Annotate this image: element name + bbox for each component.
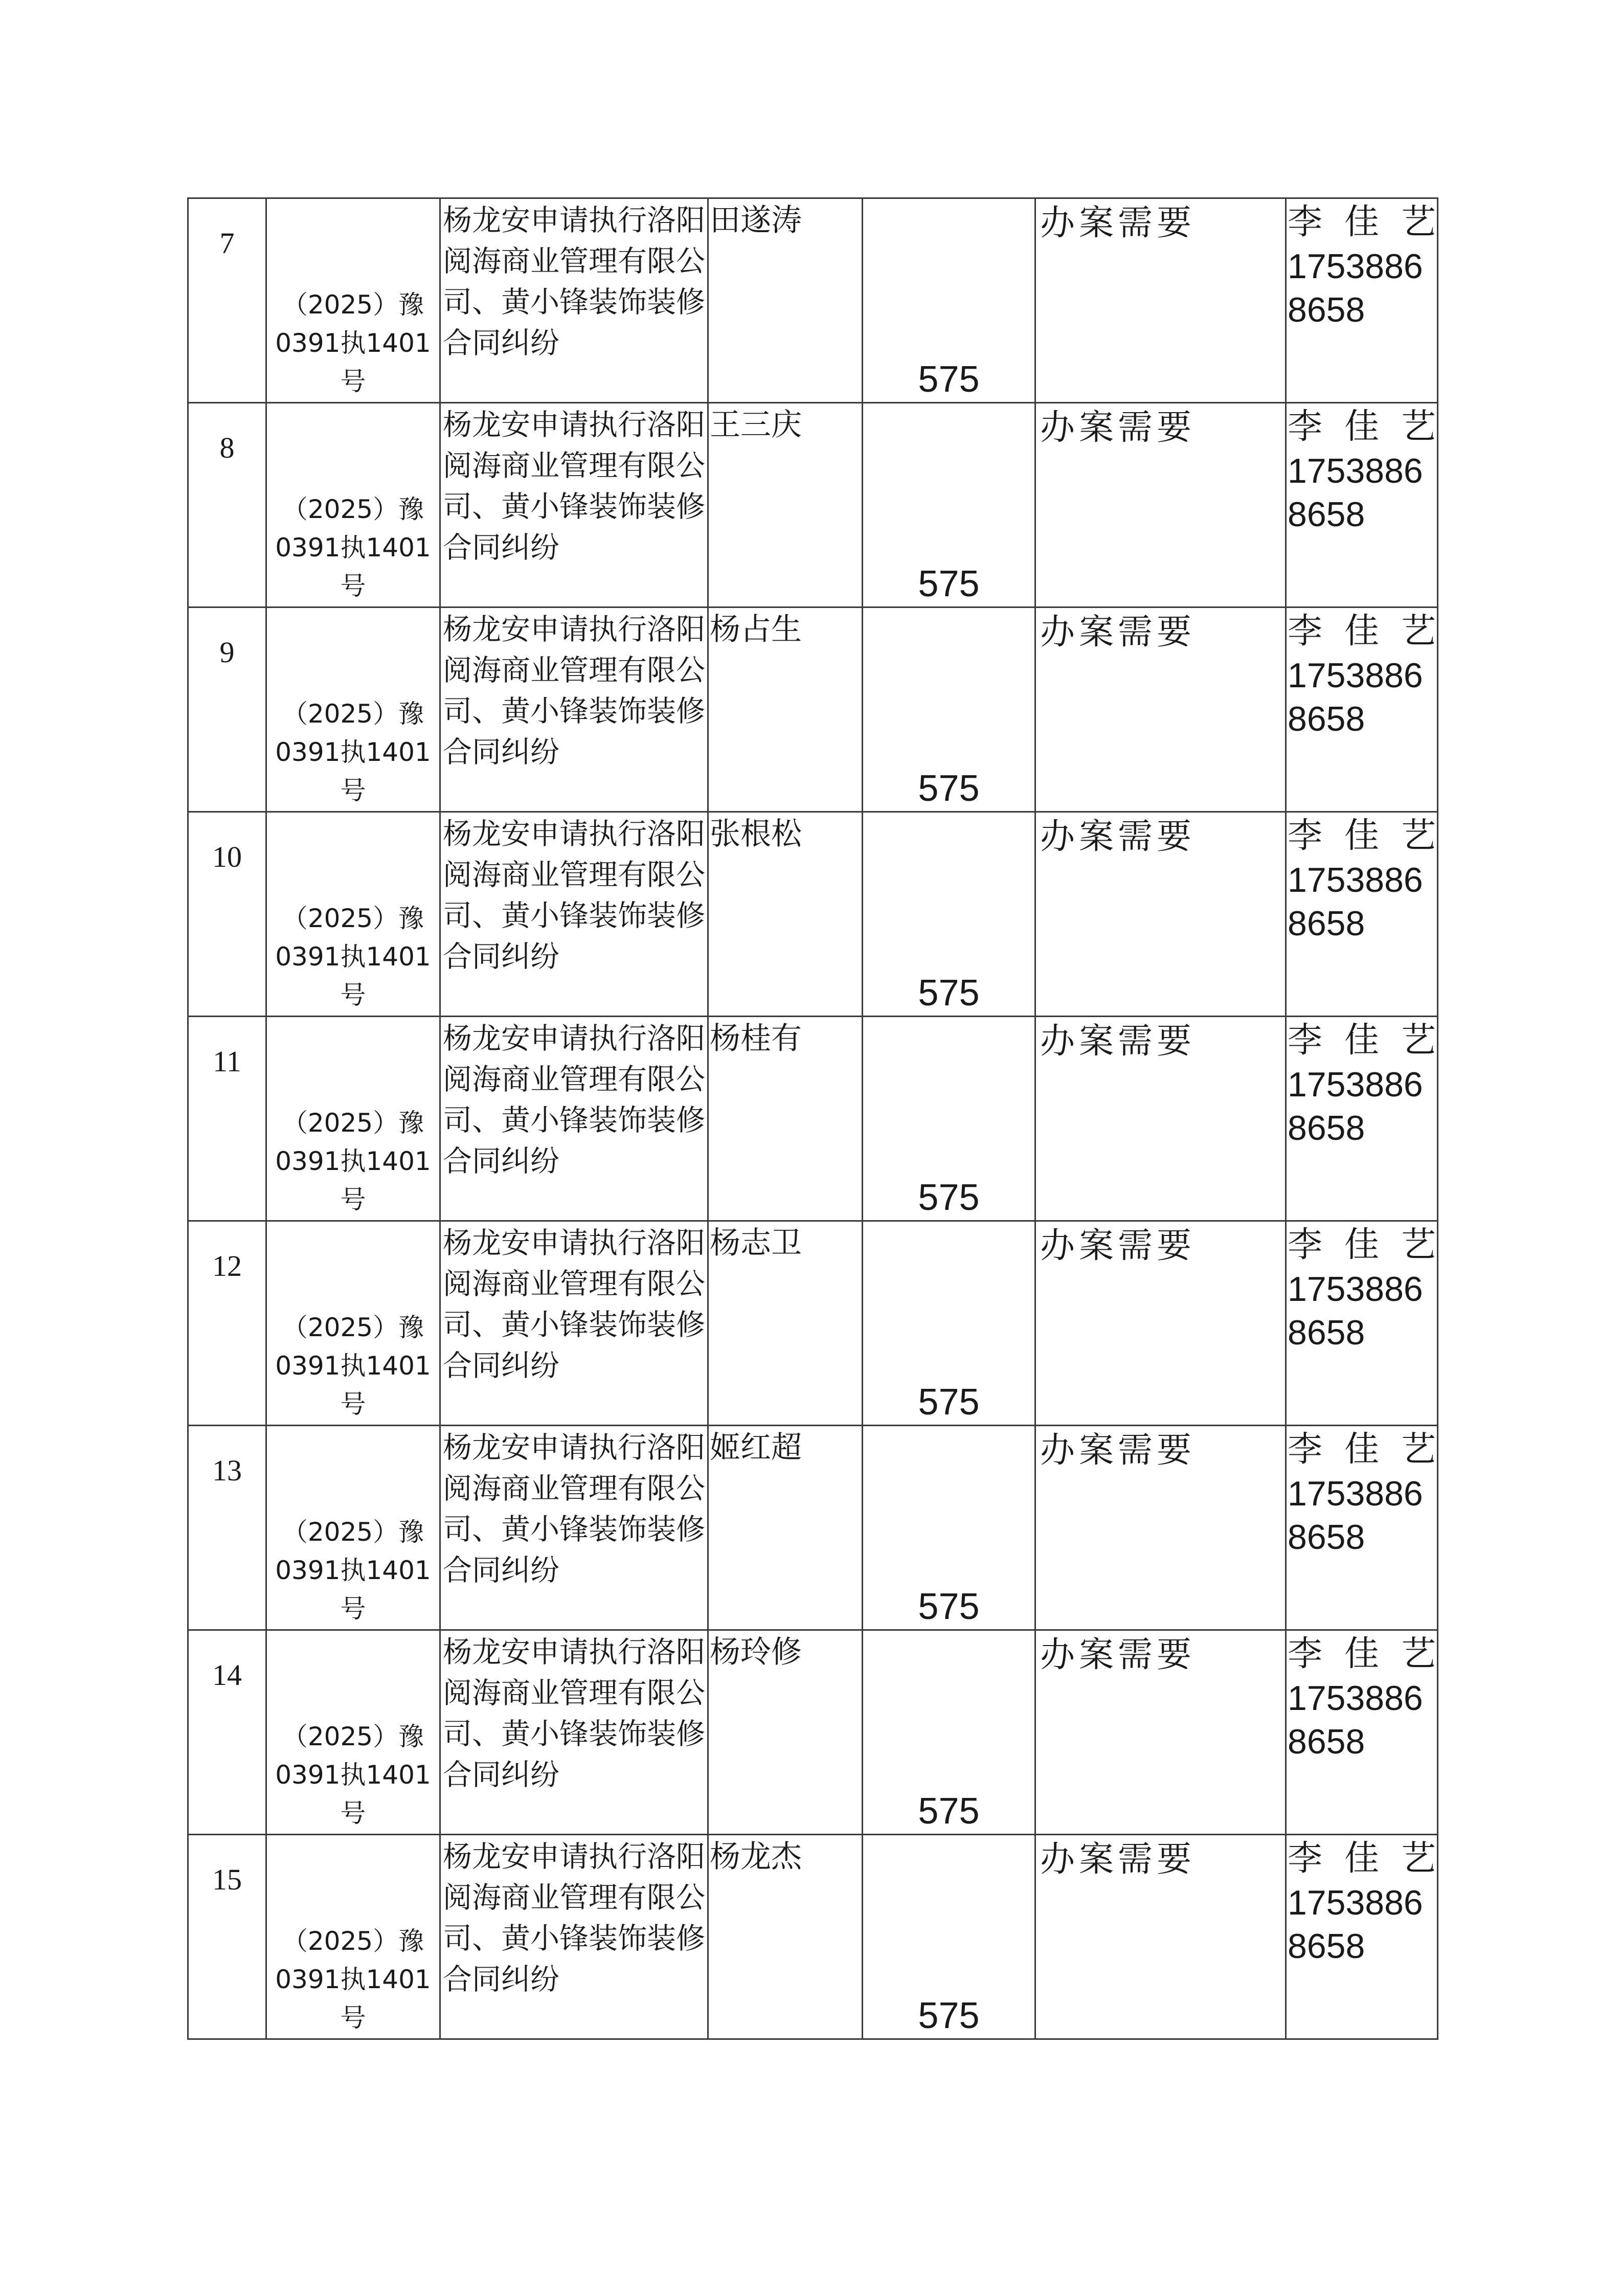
person-name: 杨志卫	[710, 1225, 802, 1261]
person-name: 杨龙杰	[710, 1839, 802, 1875]
amount: 575	[918, 1995, 980, 2036]
table-row	[188, 1835, 1438, 2039]
case-number: （2025）豫0391执1401号	[275, 1926, 431, 2033]
contact-name: 李 佳 艺	[1288, 1838, 1436, 1879]
contact-phone: 17538868658	[1288, 247, 1423, 329]
reason-cell	[1035, 1835, 1286, 2039]
person-name: 张根松	[710, 816, 802, 852]
case-number-cell	[266, 812, 440, 1017]
contact-phone: 17538868658	[1288, 1474, 1423, 1557]
contact-phone: 17538868658	[1288, 1883, 1423, 1966]
person-name-cell	[708, 1835, 863, 2039]
case-description-cell	[440, 607, 708, 812]
case-description-cell	[440, 1630, 708, 1835]
case-description-cell	[440, 403, 708, 607]
amount-cell	[863, 1017, 1035, 1221]
amount: 575	[918, 1177, 980, 1218]
row-number-cell	[188, 198, 266, 403]
person-name-cell	[708, 403, 863, 607]
row-number-cell	[188, 1630, 266, 1835]
case-description: 杨龙安申请执行洛阳阅海商业管理有限公司、黄小锋装饰装修合同纠纷	[443, 204, 705, 360]
amount: 575	[918, 359, 980, 400]
case-description-cell	[440, 1017, 708, 1221]
contact-name: 李 佳 艺	[1288, 202, 1436, 242]
contact-phone: 17538868658	[1288, 1679, 1423, 1761]
row-number-cell	[188, 812, 266, 1017]
reason: 办案需要	[1040, 1430, 1196, 1471]
case-number-cell	[266, 1630, 440, 1835]
contact-cell	[1286, 1017, 1438, 1221]
case-number: （2025）豫0391执1401号	[275, 1313, 431, 1419]
case-number-cell	[266, 1835, 440, 2039]
contact-name: 李 佳 艺	[1288, 407, 1436, 447]
row-number: 13	[212, 1454, 242, 1487]
contact-phone: 17538868658	[1288, 1270, 1423, 1352]
table-row	[188, 198, 1438, 403]
table-row	[188, 1426, 1438, 1630]
person-name-cell	[708, 812, 863, 1017]
table-row	[188, 812, 1438, 1017]
contact-cell	[1286, 1835, 1438, 2039]
case-number-cell	[266, 198, 440, 403]
contact-phone: 17538868658	[1288, 452, 1423, 534]
contact-phone: 17538868658	[1288, 861, 1423, 943]
person-name-cell	[708, 607, 863, 812]
row-number: 12	[212, 1249, 242, 1282]
amount-cell	[863, 403, 1035, 607]
reason-cell	[1035, 607, 1286, 812]
case-number: （2025）豫0391执1401号	[275, 494, 431, 601]
amount: 575	[918, 1586, 980, 1627]
contact-phone: 17538868658	[1288, 1065, 1423, 1147]
person-name: 杨玲修	[710, 1634, 802, 1670]
person-name-cell	[708, 198, 863, 403]
case-number: （2025）豫0391执1401号	[275, 904, 431, 1010]
row-number-cell	[188, 1426, 266, 1630]
row-number: 7	[219, 227, 235, 260]
row-number: 11	[213, 1045, 241, 1078]
contact-cell	[1286, 403, 1438, 607]
reason: 办案需要	[1040, 817, 1196, 857]
row-number: 15	[212, 1863, 242, 1896]
reason-cell	[1035, 403, 1286, 607]
contact-name: 李 佳 艺	[1288, 1429, 1436, 1470]
amount-cell	[863, 812, 1035, 1017]
person-name: 杨占生	[710, 612, 802, 647]
reason: 办案需要	[1040, 1021, 1196, 1062]
contact-cell	[1286, 198, 1438, 403]
contact-cell	[1286, 607, 1438, 812]
amount-cell	[863, 1835, 1035, 2039]
reason-cell	[1035, 1426, 1286, 1630]
amount: 575	[918, 1382, 980, 1423]
amount: 575	[918, 973, 980, 1014]
row-number-cell	[188, 1017, 266, 1221]
reason: 办案需要	[1040, 1839, 1196, 1880]
table-row	[188, 1630, 1438, 1835]
case-description-cell	[440, 812, 708, 1017]
contact-cell	[1286, 1221, 1438, 1426]
row-number: 8	[219, 431, 235, 464]
case-number: （2025）豫0391执1401号	[275, 290, 431, 396]
case-number: （2025）豫0391执1401号	[275, 1722, 431, 1828]
person-name: 田遂涛	[710, 202, 802, 238]
amount-cell	[863, 607, 1035, 812]
reason-cell	[1035, 1630, 1286, 1835]
case-number-cell	[266, 1221, 440, 1426]
reason: 办案需要	[1040, 1226, 1196, 1266]
case-description-cell	[440, 198, 708, 403]
case-description: 杨龙安申请执行洛阳阅海商业管理有限公司、黄小锋装饰装修合同纠纷	[443, 1431, 705, 1587]
person-name: 姬红超	[710, 1430, 802, 1466]
reason: 办案需要	[1040, 612, 1196, 652]
reason-cell	[1035, 1017, 1286, 1221]
case-number: （2025）豫0391执1401号	[275, 1517, 431, 1624]
row-number: 9	[219, 636, 235, 669]
case-description: 杨龙安申请执行洛阳阅海商业管理有限公司、黄小锋装饰装修合同纠纷	[443, 613, 705, 769]
table-row	[188, 607, 1438, 812]
amount: 575	[918, 564, 980, 604]
reason: 办案需要	[1040, 203, 1196, 243]
amount-cell	[863, 1221, 1035, 1426]
amount-cell	[863, 1630, 1035, 1835]
person-name-cell	[708, 1221, 863, 1426]
amount: 575	[918, 1791, 980, 1832]
case-number: （2025）豫0391执1401号	[275, 1108, 431, 1214]
reason: 办案需要	[1040, 408, 1196, 448]
contact-name: 李 佳 艺	[1288, 1020, 1436, 1061]
case-description-cell	[440, 1426, 708, 1630]
contact-cell	[1286, 1630, 1438, 1835]
amount-cell	[863, 1426, 1035, 1630]
case-description: 杨龙安申请执行洛阳阅海商业管理有限公司、黄小锋装饰装修合同纠纷	[443, 1635, 705, 1792]
table-row	[188, 1221, 1438, 1426]
case-number-cell	[266, 1426, 440, 1630]
reason-cell	[1035, 812, 1286, 1017]
case-description: 杨龙安申请执行洛阳阅海商业管理有限公司、黄小锋装饰装修合同纠纷	[443, 1840, 705, 1996]
reason-cell	[1035, 1221, 1286, 1426]
case-number-cell	[266, 607, 440, 812]
table-row	[188, 403, 1438, 607]
row-number-cell	[188, 1221, 266, 1426]
row-number-cell	[188, 403, 266, 607]
case-number-cell	[266, 403, 440, 607]
contact-cell	[1286, 812, 1438, 1017]
person-name-cell	[708, 1017, 863, 1221]
contact-name: 李 佳 艺	[1288, 1634, 1436, 1674]
case-number-cell	[266, 1017, 440, 1221]
case-description: 杨龙安申请执行洛阳阅海商业管理有限公司、黄小锋装饰装修合同纠纷	[443, 408, 705, 565]
contact-name: 李 佳 艺	[1288, 611, 1436, 651]
amount-cell	[863, 198, 1035, 403]
case-description: 杨龙安申请执行洛阳阅海商业管理有限公司、黄小锋装饰装修合同纠纷	[443, 1022, 705, 1178]
amount: 575	[918, 768, 980, 809]
contact-name: 李 佳 艺	[1288, 1225, 1436, 1265]
contact-cell	[1286, 1426, 1438, 1630]
person-name: 王三庆	[710, 407, 802, 443]
row-number: 10	[212, 840, 242, 873]
case-description-cell	[440, 1221, 708, 1426]
reason: 办案需要	[1040, 1635, 1196, 1675]
person-name-cell	[708, 1426, 863, 1630]
case-description: 杨龙安申请执行洛阳阅海商业管理有限公司、黄小锋装饰装修合同纠纷	[443, 1226, 705, 1383]
contact-name: 李 佳 艺	[1288, 816, 1436, 856]
table-body	[188, 198, 1438, 2039]
case-number: （2025）豫0391执1401号	[275, 699, 431, 805]
case-table	[187, 197, 1438, 2040]
table-row	[188, 1017, 1438, 1221]
row-number-cell	[188, 607, 266, 812]
case-description-cell	[440, 1835, 708, 2039]
row-number: 14	[212, 1658, 242, 1692]
case-description: 杨龙安申请执行洛阳阅海商业管理有限公司、黄小锋装饰装修合同纠纷	[443, 817, 705, 974]
row-number-cell	[188, 1835, 266, 2039]
person-name: 杨桂有	[710, 1021, 802, 1056]
contact-phone: 17538868658	[1288, 656, 1423, 738]
reason-cell	[1035, 198, 1286, 403]
person-name-cell	[708, 1630, 863, 1835]
